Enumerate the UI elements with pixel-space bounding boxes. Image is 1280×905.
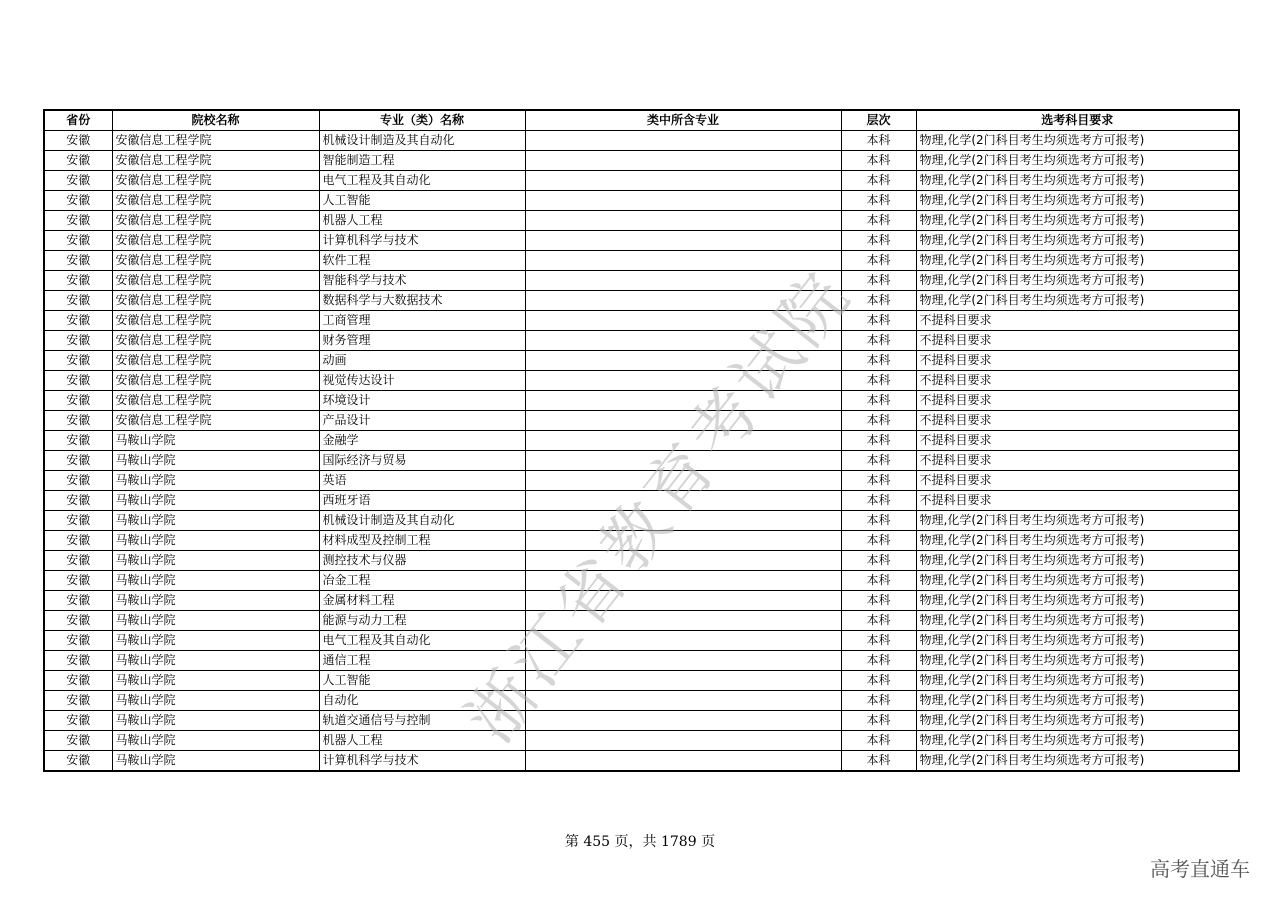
- table-row: [44, 491, 1239, 511]
- cell-level: 本科: [841, 171, 916, 191]
- cell-major: 机器人工程: [319, 731, 525, 751]
- cell-sub-majors: [525, 371, 841, 391]
- cell-subject-requirement: 物理,化学(2门科目考生均须选考方可报考): [916, 231, 1239, 251]
- header-major: 专业（类）名称: [319, 110, 525, 131]
- table-row: [44, 671, 1239, 691]
- cell-major: 电气工程及其自动化: [319, 631, 525, 651]
- cell-school: 安徽信息工程学院: [112, 351, 319, 371]
- cell-province: 安徽: [44, 691, 112, 711]
- cell-school: 马鞍山学院: [112, 731, 319, 751]
- cell-subject-requirement: 物理,化学(2门科目考生均须选考方可报考): [916, 711, 1239, 731]
- cell-level: 本科: [841, 191, 916, 211]
- cell-major: 计算机科学与技术: [319, 231, 525, 251]
- table-row: [44, 731, 1239, 751]
- cell-subject-requirement: 物理,化学(2门科目考生均须选考方可报考): [916, 271, 1239, 291]
- cell-sub-majors: [525, 231, 841, 251]
- table-row: [44, 711, 1239, 731]
- cell-subject-requirement: 物理,化学(2门科目考生均须选考方可报考): [916, 511, 1239, 531]
- cell-school: 安徽信息工程学院: [112, 371, 319, 391]
- cell-school: 马鞍山学院: [112, 711, 319, 731]
- cell-sub-majors: [525, 751, 841, 772]
- table-row: [44, 131, 1239, 151]
- cell-major: 金属材料工程: [319, 591, 525, 611]
- cell-province: 安徽: [44, 551, 112, 571]
- table-row: [44, 351, 1239, 371]
- cell-subject-requirement: 不提科目要求: [916, 491, 1239, 511]
- table-row: [44, 311, 1239, 331]
- cell-major: 电气工程及其自动化: [319, 171, 525, 191]
- cell-sub-majors: [525, 331, 841, 351]
- cell-major: 机器人工程: [319, 211, 525, 231]
- cell-major: 人工智能: [319, 671, 525, 691]
- cell-level: 本科: [841, 651, 916, 671]
- cell-subject-requirement: 不提科目要求: [916, 351, 1239, 371]
- cell-level: 本科: [841, 451, 916, 471]
- cell-major: 能源与动力工程: [319, 611, 525, 631]
- cell-province: 安徽: [44, 211, 112, 231]
- table-row: [44, 411, 1239, 431]
- cell-major: 国际经济与贸易: [319, 451, 525, 471]
- cell-sub-majors: [525, 711, 841, 731]
- cell-sub-majors: [525, 431, 841, 451]
- table-row: [44, 211, 1239, 231]
- cell-province: 安徽: [44, 411, 112, 431]
- cell-province: 安徽: [44, 571, 112, 591]
- cell-subject-requirement: 物理,化学(2门科目考生均须选考方可报考): [916, 611, 1239, 631]
- cell-level: 本科: [841, 731, 916, 751]
- cell-sub-majors: [525, 511, 841, 531]
- cell-subject-requirement: 物理,化学(2门科目考生均须选考方可报考): [916, 151, 1239, 171]
- cell-major: 金融学: [319, 431, 525, 451]
- cell-subject-requirement: 物理,化学(2门科目考生均须选考方可报考): [916, 531, 1239, 551]
- cell-major: 计算机科学与技术: [319, 751, 525, 772]
- cell-subject-requirement: 不提科目要求: [916, 431, 1239, 451]
- cell-province: 安徽: [44, 611, 112, 631]
- table-row: [44, 571, 1239, 591]
- cell-province: 安徽: [44, 591, 112, 611]
- cell-school: 安徽信息工程学院: [112, 191, 319, 211]
- table-row: [44, 651, 1239, 671]
- cell-school: 马鞍山学院: [112, 631, 319, 651]
- cell-school: 马鞍山学院: [112, 671, 319, 691]
- table-row: [44, 151, 1239, 171]
- cell-province: 安徽: [44, 231, 112, 251]
- cell-sub-majors: [525, 131, 841, 151]
- cell-level: 本科: [841, 151, 916, 171]
- cell-subject-requirement: 物理,化学(2门科目考生均须选考方可报考): [916, 731, 1239, 751]
- cell-subject-requirement: 物理,化学(2门科目考生均须选考方可报考): [916, 131, 1239, 151]
- cell-major: 环境设计: [319, 391, 525, 411]
- header-sub-majors: 类中所含专业: [525, 110, 841, 131]
- cell-school: 安徽信息工程学院: [112, 151, 319, 171]
- cell-sub-majors: [525, 571, 841, 591]
- cell-level: 本科: [841, 691, 916, 711]
- cell-subject-requirement: 不提科目要求: [916, 391, 1239, 411]
- table-row: [44, 611, 1239, 631]
- cell-sub-majors: [525, 351, 841, 371]
- cell-subject-requirement: 物理,化学(2门科目考生均须选考方可报考): [916, 671, 1239, 691]
- table-header-row: [44, 110, 1239, 131]
- admission-requirements-table: [43, 109, 1240, 772]
- cell-province: 安徽: [44, 511, 112, 531]
- cell-province: 安徽: [44, 191, 112, 211]
- cell-level: 本科: [841, 611, 916, 631]
- table-row: [44, 751, 1239, 772]
- table-row: [44, 251, 1239, 271]
- cell-province: 安徽: [44, 151, 112, 171]
- cell-school: 马鞍山学院: [112, 451, 319, 471]
- cell-level: 本科: [841, 631, 916, 651]
- brand-logo-text: 高考直通车: [1150, 857, 1250, 881]
- cell-level: 本科: [841, 551, 916, 571]
- cell-school: 安徽信息工程学院: [112, 171, 319, 191]
- cell-province: 安徽: [44, 731, 112, 751]
- table-row: [44, 171, 1239, 191]
- cell-sub-majors: [525, 151, 841, 171]
- cell-major: 动画: [319, 351, 525, 371]
- cell-sub-majors: [525, 391, 841, 411]
- cell-level: 本科: [841, 571, 916, 591]
- cell-level: 本科: [841, 131, 916, 151]
- cell-province: 安徽: [44, 371, 112, 391]
- cell-level: 本科: [841, 391, 916, 411]
- table-row: [44, 451, 1239, 471]
- cell-school: 马鞍山学院: [112, 651, 319, 671]
- cell-sub-majors: [525, 631, 841, 651]
- cell-province: 安徽: [44, 251, 112, 271]
- cell-subject-requirement: 物理,化学(2门科目考生均须选考方可报考): [916, 291, 1239, 311]
- cell-major: 智能科学与技术: [319, 271, 525, 291]
- cell-sub-majors: [525, 171, 841, 191]
- cell-school: 安徽信息工程学院: [112, 331, 319, 351]
- cell-subject-requirement: 不提科目要求: [916, 471, 1239, 491]
- cell-province: 安徽: [44, 391, 112, 411]
- cell-province: 安徽: [44, 671, 112, 691]
- cell-major: 人工智能: [319, 191, 525, 211]
- cell-subject-requirement: 物理,化学(2门科目考生均须选考方可报考): [916, 251, 1239, 271]
- cell-major: 智能制造工程: [319, 151, 525, 171]
- cell-school: 马鞍山学院: [112, 551, 319, 571]
- cell-subject-requirement: 物理,化学(2门科目考生均须选考方可报考): [916, 751, 1239, 772]
- cell-province: 安徽: [44, 351, 112, 371]
- cell-major: 轨道交通信号与控制: [319, 711, 525, 731]
- cell-school: 安徽信息工程学院: [112, 391, 319, 411]
- table-row: [44, 191, 1239, 211]
- cell-level: 本科: [841, 531, 916, 551]
- cell-major: 通信工程: [319, 651, 525, 671]
- cell-school: 马鞍山学院: [112, 431, 319, 451]
- cell-level: 本科: [841, 351, 916, 371]
- table-row: [44, 331, 1239, 351]
- cell-province: 安徽: [44, 711, 112, 731]
- cell-province: 安徽: [44, 171, 112, 191]
- cell-major: 财务管理: [319, 331, 525, 351]
- cell-sub-majors: [525, 291, 841, 311]
- cell-level: 本科: [841, 211, 916, 231]
- cell-subject-requirement: 物理,化学(2门科目考生均须选考方可报考): [916, 651, 1239, 671]
- table-body: [44, 131, 1239, 772]
- page-footer: 第 455 页，共 1789 页: [564, 834, 716, 850]
- cell-province: 安徽: [44, 131, 112, 151]
- cell-major: 工商管理: [319, 311, 525, 331]
- cell-level: 本科: [841, 431, 916, 451]
- table-row: [44, 591, 1239, 611]
- cell-school: 安徽信息工程学院: [112, 231, 319, 251]
- cell-level: 本科: [841, 251, 916, 271]
- cell-school: 马鞍山学院: [112, 531, 319, 551]
- table-row: [44, 431, 1239, 451]
- cell-level: 本科: [841, 511, 916, 531]
- cell-sub-majors: [525, 591, 841, 611]
- cell-province: 安徽: [44, 531, 112, 551]
- cell-subject-requirement: 不提科目要求: [916, 371, 1239, 391]
- cell-subject-requirement: 物理,化学(2门科目考生均须选考方可报考): [916, 691, 1239, 711]
- table-row: [44, 511, 1239, 531]
- cell-province: 安徽: [44, 431, 112, 451]
- cell-school: 马鞍山学院: [112, 611, 319, 631]
- cell-level: 本科: [841, 751, 916, 772]
- cell-school: 安徽信息工程学院: [112, 311, 319, 331]
- cell-major: 英语: [319, 471, 525, 491]
- cell-major: 机械设计制造及其自动化: [319, 131, 525, 151]
- cell-major: 材料成型及控制工程: [319, 531, 525, 551]
- cell-major: 视觉传达设计: [319, 371, 525, 391]
- cell-school: 马鞍山学院: [112, 471, 319, 491]
- cell-province: 安徽: [44, 311, 112, 331]
- cell-level: 本科: [841, 371, 916, 391]
- cell-subject-requirement: 物理,化学(2门科目考生均须选考方可报考): [916, 571, 1239, 591]
- header-subject-requirement: 选考科目要求: [916, 110, 1239, 131]
- cell-level: 本科: [841, 671, 916, 691]
- cell-school: 安徽信息工程学院: [112, 251, 319, 271]
- cell-province: 安徽: [44, 491, 112, 511]
- table-row: [44, 631, 1239, 651]
- cell-major: 冶金工程: [319, 571, 525, 591]
- cell-sub-majors: [525, 411, 841, 431]
- cell-level: 本科: [841, 331, 916, 351]
- cell-subject-requirement: 物理,化学(2门科目考生均须选考方可报考): [916, 591, 1239, 611]
- cell-school: 安徽信息工程学院: [112, 211, 319, 231]
- cell-level: 本科: [841, 471, 916, 491]
- cell-level: 本科: [841, 231, 916, 251]
- table-row: [44, 271, 1239, 291]
- cell-level: 本科: [841, 591, 916, 611]
- cell-school: 马鞍山学院: [112, 691, 319, 711]
- cell-level: 本科: [841, 311, 916, 331]
- admission-table-container: [43, 109, 1238, 772]
- table-row: [44, 531, 1239, 551]
- cell-subject-requirement: 不提科目要求: [916, 311, 1239, 331]
- table-row: [44, 371, 1239, 391]
- table-row: [44, 231, 1239, 251]
- table-row: [44, 551, 1239, 571]
- cell-school: 马鞍山学院: [112, 491, 319, 511]
- watermark-text: 浙江省教育考试院: [451, 255, 868, 757]
- cell-school: 安徽信息工程学院: [112, 271, 319, 291]
- cell-major: 自动化: [319, 691, 525, 711]
- cell-subject-requirement: 不提科目要求: [916, 411, 1239, 431]
- cell-school: 马鞍山学院: [112, 511, 319, 531]
- cell-province: 安徽: [44, 291, 112, 311]
- cell-sub-majors: [525, 311, 841, 331]
- cell-province: 安徽: [44, 451, 112, 471]
- cell-sub-majors: [525, 611, 841, 631]
- cell-major: 产品设计: [319, 411, 525, 431]
- cell-level: 本科: [841, 411, 916, 431]
- cell-major: 机械设计制造及其自动化: [319, 511, 525, 531]
- cell-level: 本科: [841, 711, 916, 731]
- header-level: 层次: [841, 110, 916, 131]
- cell-sub-majors: [525, 651, 841, 671]
- cell-school: 安徽信息工程学院: [112, 131, 319, 151]
- cell-sub-majors: [525, 731, 841, 751]
- cell-school: 马鞍山学院: [112, 751, 319, 772]
- table-row: [44, 691, 1239, 711]
- cell-subject-requirement: 物理,化学(2门科目考生均须选考方可报考): [916, 551, 1239, 571]
- cell-level: 本科: [841, 491, 916, 511]
- cell-sub-majors: [525, 471, 841, 491]
- cell-major: 数据科学与大数据技术: [319, 291, 525, 311]
- cell-subject-requirement: 物理,化学(2门科目考生均须选考方可报考): [916, 191, 1239, 211]
- table-row: [44, 471, 1239, 491]
- cell-sub-majors: [525, 191, 841, 211]
- table-row: [44, 291, 1239, 311]
- cell-subject-requirement: 物理,化学(2门科目考生均须选考方可报考): [916, 631, 1239, 651]
- header-province: 省份: [44, 110, 112, 131]
- cell-school: 安徽信息工程学院: [112, 291, 319, 311]
- table-row: [44, 391, 1239, 411]
- cell-province: 安徽: [44, 331, 112, 351]
- cell-sub-majors: [525, 451, 841, 471]
- cell-subject-requirement: 物理,化学(2门科目考生均须选考方可报考): [916, 211, 1239, 231]
- cell-school: 安徽信息工程学院: [112, 411, 319, 431]
- cell-province: 安徽: [44, 271, 112, 291]
- cell-province: 安徽: [44, 471, 112, 491]
- cell-sub-majors: [525, 271, 841, 291]
- cell-school: 马鞍山学院: [112, 591, 319, 611]
- cell-province: 安徽: [44, 651, 112, 671]
- cell-province: 安徽: [44, 631, 112, 651]
- cell-sub-majors: [525, 531, 841, 551]
- cell-major: 测控技术与仪器: [319, 551, 525, 571]
- cell-subject-requirement: 不提科目要求: [916, 451, 1239, 471]
- cell-subject-requirement: 不提科目要求: [916, 331, 1239, 351]
- cell-level: 本科: [841, 291, 916, 311]
- cell-sub-majors: [525, 671, 841, 691]
- cell-level: 本科: [841, 271, 916, 291]
- cell-sub-majors: [525, 551, 841, 571]
- cell-major: 软件工程: [319, 251, 525, 271]
- cell-province: 安徽: [44, 751, 112, 772]
- cell-sub-majors: [525, 691, 841, 711]
- cell-school: 马鞍山学院: [112, 571, 319, 591]
- cell-sub-majors: [525, 211, 841, 231]
- cell-major: 西班牙语: [319, 491, 525, 511]
- header-school: 院校名称: [112, 110, 319, 131]
- cell-sub-majors: [525, 251, 841, 271]
- cell-sub-majors: [525, 491, 841, 511]
- cell-subject-requirement: 物理,化学(2门科目考生均须选考方可报考): [916, 171, 1239, 191]
